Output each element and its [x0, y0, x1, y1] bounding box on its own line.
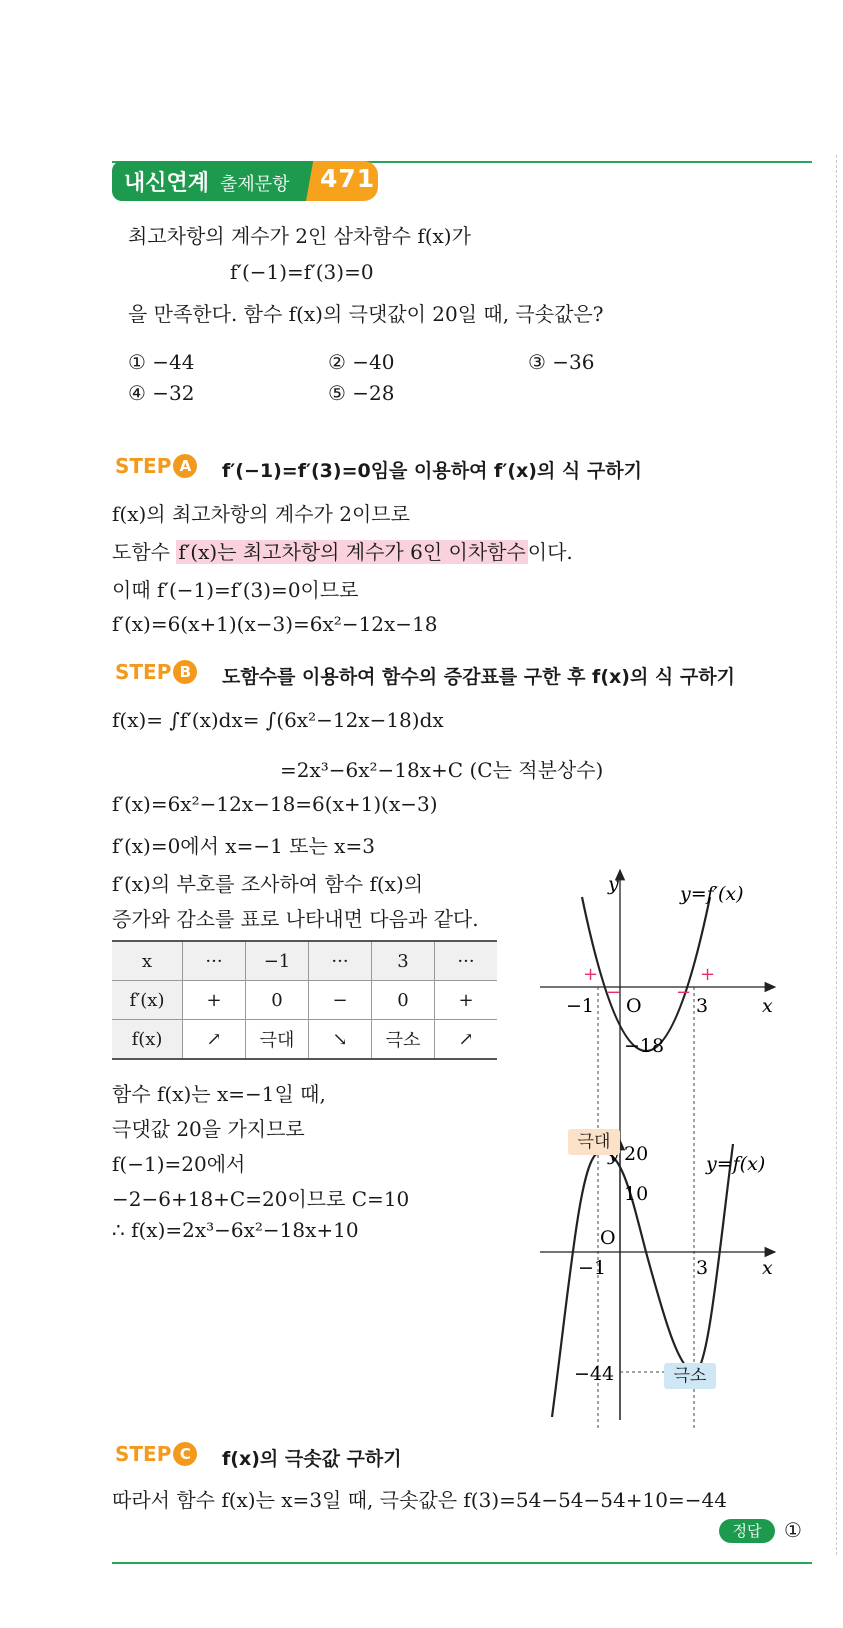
choice-3[interactable]: ③ −36 [528, 350, 595, 374]
local-max-badge: 극대 [568, 1129, 620, 1155]
problem-equation: f′(−1)=f′(3)=0 [230, 260, 374, 284]
origin-top: O [626, 995, 642, 1017]
table-cell: x [112, 941, 183, 981]
sign-plus-left: + [583, 964, 599, 985]
curve-label-derivative: y=f′(x) [680, 883, 744, 905]
step-b-after1: 함수 f(x)는 x=−1일 때, [112, 1082, 326, 1106]
table-cell: f′(x) [112, 981, 183, 1020]
table-cell: + [435, 981, 498, 1020]
step-b-line6: 증가와 감소를 표로 나타내면 다음과 같다. [112, 907, 479, 931]
step-b-line2: =2x³−6x²−18x+C (C는 적분상수) [280, 758, 604, 782]
table-cell: ··· [435, 941, 498, 981]
choice-5[interactable]: ⑤ −28 [328, 381, 395, 405]
step-a-line2: 도함수 f′(x)는 최고차항의 계수가 6인 이차함수 이다. [112, 540, 573, 564]
page-edge-guide [836, 155, 837, 1555]
tick-3-bottom: 3 [696, 1257, 709, 1279]
tick-minus1-bottom: −1 [578, 1257, 607, 1279]
curve-label-function: y=f(x) [706, 1153, 766, 1175]
problem-line1: 최고차항의 계수가 2인 삼차함수 f(x)가 [128, 224, 471, 248]
table-cell: − [309, 981, 372, 1020]
axis-x-label-top: x [762, 995, 773, 1017]
answer-label: 정답 [719, 1519, 775, 1543]
choice-1[interactable]: ① −44 [128, 350, 195, 374]
sign-minus-left: − [606, 982, 622, 1003]
problem-number: 471 [320, 164, 376, 193]
table-cell: + [183, 981, 246, 1020]
table-cell: 0 [372, 981, 435, 1020]
choice-4[interactable]: ④ −32 [128, 381, 195, 405]
step-b-title: 도함수를 이용하여 함수의 증감표를 구한 후 f(x)의 식 구하기 [222, 666, 735, 688]
answer-value: ① [784, 1518, 802, 1542]
origin-bottom: O [600, 1227, 616, 1249]
tick-minus1-top: −1 [566, 995, 595, 1017]
table-cell: −1 [246, 941, 309, 981]
step-a-line3: 이때 f′(−1)=f′(3)=0이므로 [112, 578, 359, 602]
step-b-after4: −2−6+18+C=20이므로 C=10 [112, 1187, 410, 1211]
axis-x-label-bottom: x [762, 1257, 773, 1279]
table-row [112, 941, 497, 981]
table-cell: 극소 [372, 1020, 435, 1060]
step-a-badge: A [173, 454, 197, 478]
step-b-after2: 극댓값 20을 가지므로 [112, 1117, 305, 1141]
step-c-badge: C [173, 1442, 197, 1466]
derivative-curve [582, 897, 710, 1051]
header-subtitle: 출제문항 [220, 174, 290, 195]
axis-y-label-top: y [608, 873, 619, 895]
step-b-badge: B [173, 660, 197, 684]
step-a-line1: f(x)의 최고차항의 계수가 2이므로 [112, 502, 410, 526]
step-c-label: STEP C [115, 1442, 197, 1466]
tick-20: 20 [624, 1143, 649, 1165]
step-b-label: STEP B [115, 660, 197, 684]
step-c-title: f(x)의 극솟값 구하기 [222, 1448, 402, 1470]
step-b-line4: f′(x)=0에서 x=−1 또는 x=3 [112, 834, 375, 858]
step-b-after3: f(−1)=20에서 [112, 1152, 246, 1176]
step-b-line5: f′(x)의 부호를 조사하여 함수 f(x)의 [112, 872, 424, 896]
choice-2[interactable]: ② −40 [328, 350, 395, 374]
step-a-line4: f′(x)=6(x+1)(x−3)=6x²−12x−18 [112, 612, 438, 636]
table-cell: 0 [246, 981, 309, 1020]
increase-decrease-table [112, 940, 497, 1060]
table-cell: f(x) [112, 1020, 183, 1060]
bottom-rule [112, 1562, 812, 1564]
highlight-text: f′(x)는 최고차항의 계수가 6인 이차함수 [178, 540, 526, 564]
tick-3-top: 3 [696, 995, 709, 1017]
tick-minus44: −44 [574, 1363, 615, 1385]
problem-line2: 을 만족한다. 함수 f(x)의 극댓값이 20일 때, 극솟값은? [128, 302, 604, 326]
step-a-label: STEP A [115, 454, 197, 478]
table-cell: ··· [309, 941, 372, 981]
table-row [112, 981, 497, 1020]
header-title: 내신연계 [124, 171, 210, 196]
table-row [112, 1020, 497, 1060]
table-cell: ··· [183, 941, 246, 981]
step-b-line3: f′(x)=6x²−12x−18=6(x+1)(x−3) [112, 792, 438, 816]
table-cell: ↘ [309, 1020, 372, 1060]
step-b-line1: f(x)= ∫f′(x)dx= ∫(6x²−12x−18)dx [112, 708, 444, 732]
table-cell: 극대 [246, 1020, 309, 1060]
tick-10: 10 [624, 1183, 649, 1205]
step-a-title: f′(−1)=f′(3)=0임을 이용하여 f′(x)의 식 구하기 [222, 460, 642, 482]
sign-plus-right: + [700, 964, 716, 985]
table-cell: 3 [372, 941, 435, 981]
local-min-badge: 극소 [664, 1363, 716, 1389]
tick-minus18: −18 [624, 1035, 665, 1057]
sign-minus-right: − [676, 982, 692, 1003]
table-cell: ↗ [183, 1020, 246, 1060]
table-cell: ↗ [435, 1020, 498, 1060]
step-c-line: 따라서 함수 f(x)는 x=3일 때, 극솟값은 f(3)=54−54−54+10=−44 [112, 1488, 727, 1512]
step-b-after5: ∴ f(x)=2x³−6x²−18x+10 [112, 1218, 359, 1242]
